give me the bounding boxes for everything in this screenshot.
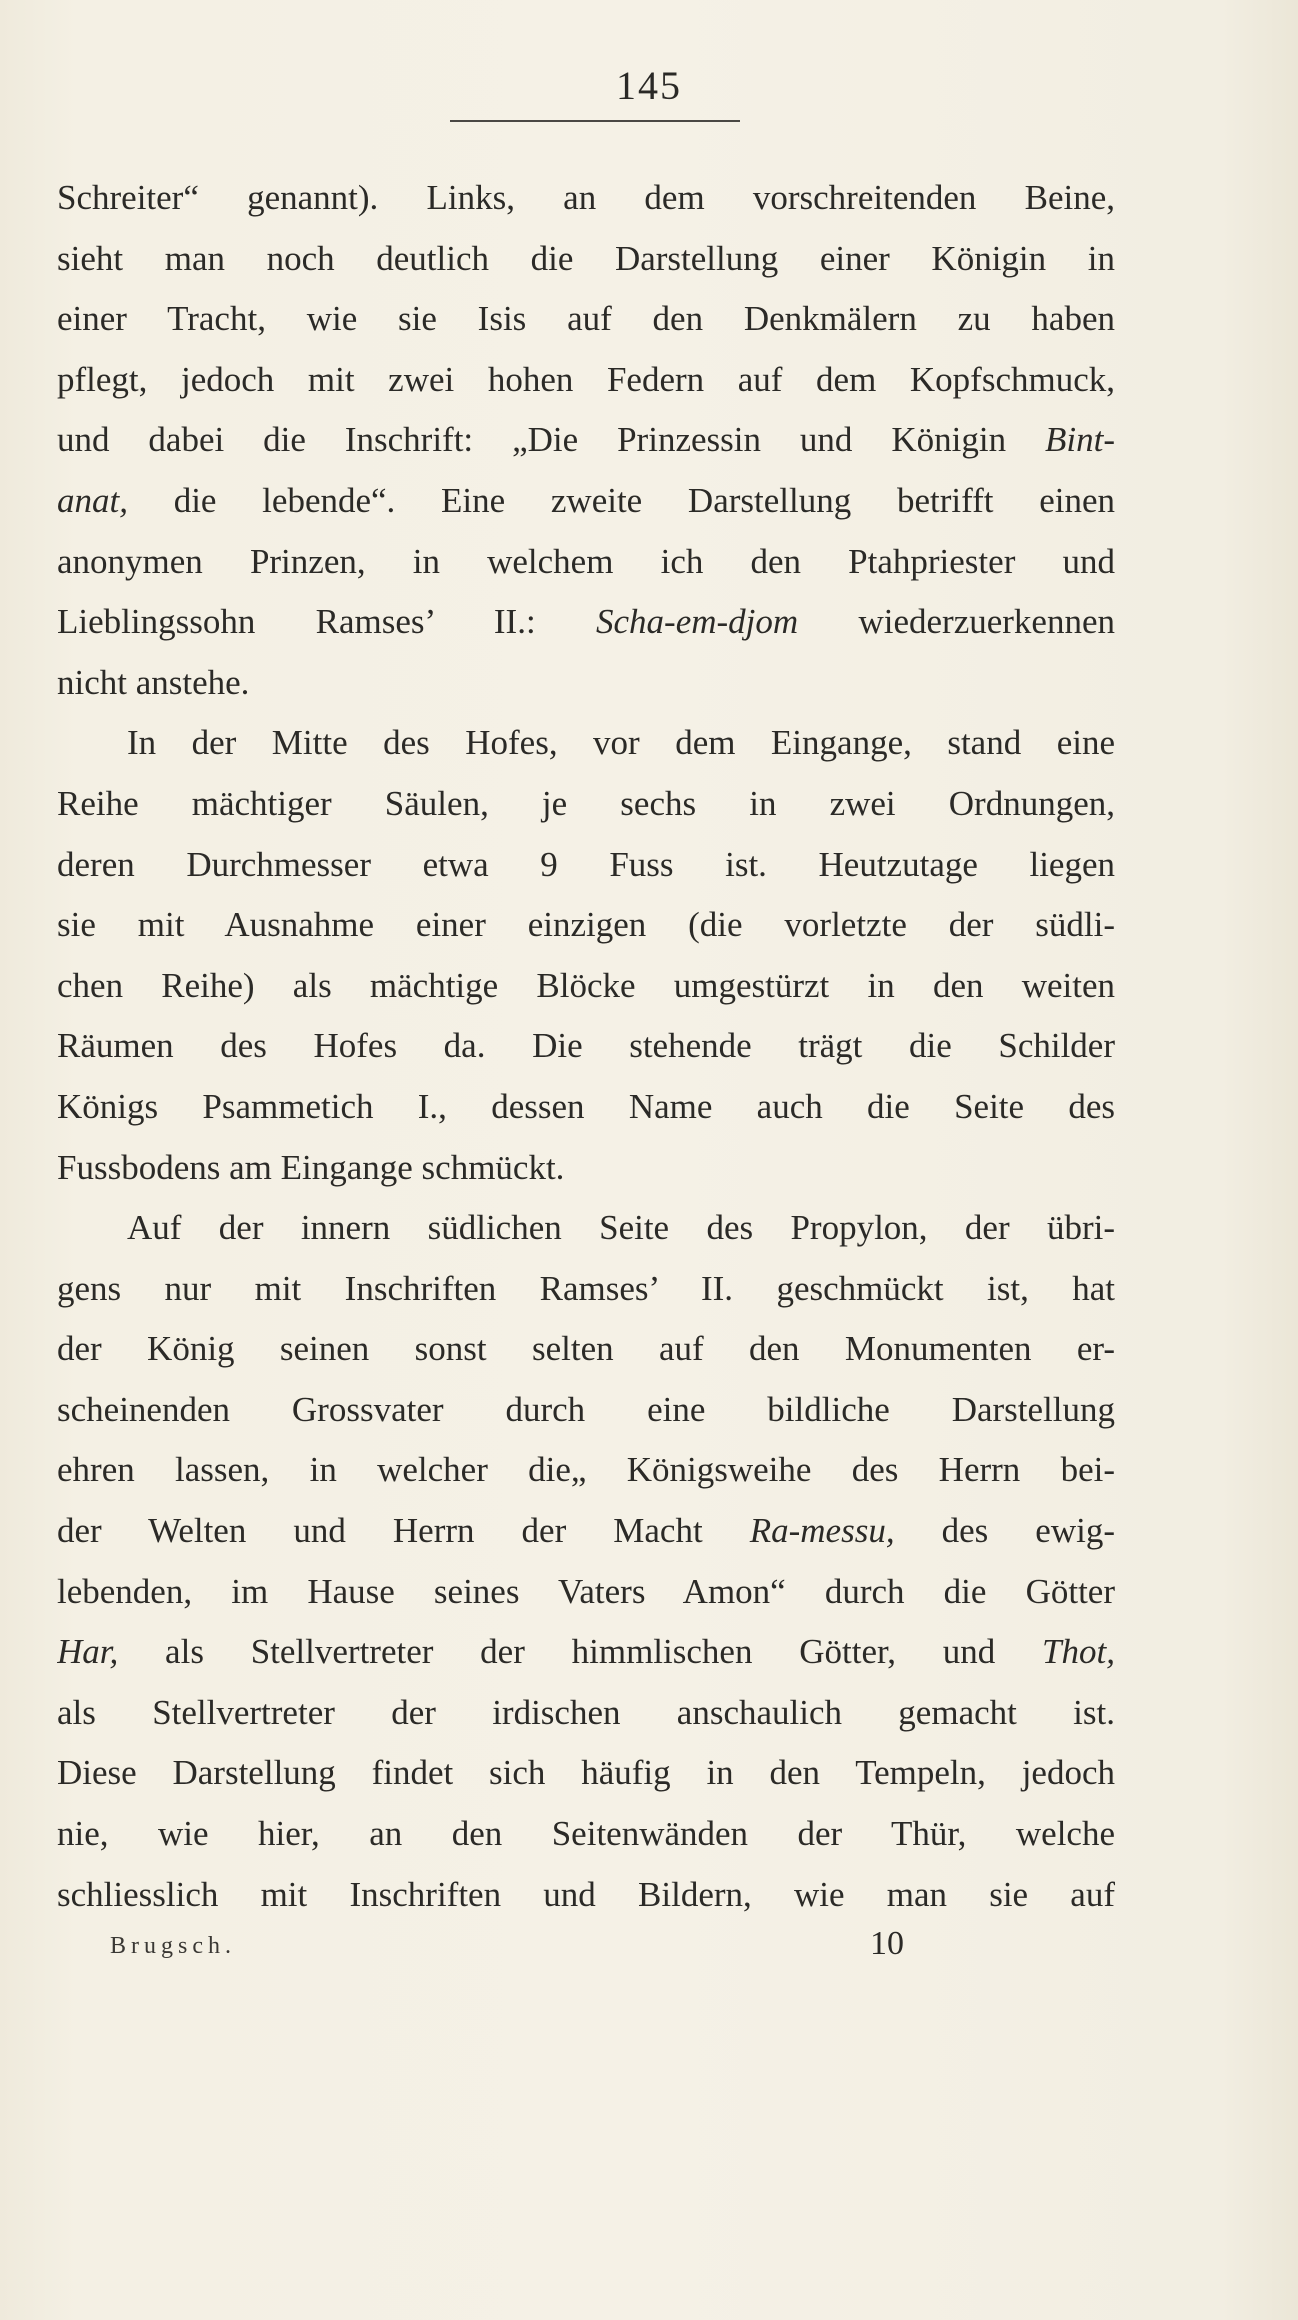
text-line (57, 1562, 1115, 1623)
italic-segment: Ra-messu, (749, 1511, 895, 1551)
header-rule (450, 120, 740, 122)
text-segment: als Stellvertreter der irdischen anschaulich gemacht ist. (57, 1692, 1115, 1732)
text-segment: als Stellvertreter der himmlischen Götter, und (118, 1632, 1043, 1672)
text-line (57, 1198, 1115, 1259)
text-segment: sieht man noch deutlich die Darstellung einer Königin in (57, 238, 1115, 278)
text-line (57, 168, 1115, 229)
italic-segment: Har, (57, 1632, 119, 1672)
text-segment: der Welten und Herrn der Macht (57, 1511, 750, 1551)
text-line (57, 350, 1115, 411)
text-line (57, 471, 1115, 532)
text-line (57, 1077, 1115, 1138)
page-number: 145 (616, 63, 682, 108)
text-segment: lebenden, im Hause seines Vaters Amon“ durch die Götter (57, 1571, 1115, 1611)
text-line (57, 1622, 1115, 1683)
text-line (57, 289, 1115, 350)
text-line (57, 774, 1115, 835)
text-segment: Königs Psammetich I., dessen Name auch die Seite des (57, 1086, 1115, 1126)
body-text (57, 168, 1115, 1925)
text-segment: gens nur mit Inschriften Ramses’ II. geschmückt ist, hat (57, 1268, 1115, 1308)
text-segment: ehren lassen, in welcher die„ Königsweihe des Herrn bei- (57, 1450, 1115, 1490)
text-segment: sie mit Ausnahme einer einzigen (die vorletzte der südli- (57, 905, 1115, 945)
italic-segment: Bint- (1045, 420, 1115, 460)
text-line (57, 895, 1115, 956)
text-line (57, 1743, 1115, 1804)
text-segment: scheinenden Grossvater durch eine bildliche Darstellung (57, 1389, 1115, 1429)
text-segment: und dabei die Inschrift: „Die Prinzessin und Königin (57, 420, 1046, 460)
text-line (57, 956, 1115, 1017)
text-segment: Lieblingssohn Ramses’ II.: (57, 602, 596, 642)
text-line (57, 229, 1115, 290)
text-segment: In der Mitte des Hofes, vor dem Eingange, stand eine (127, 723, 1115, 763)
text-line (57, 592, 1115, 653)
italic-segment: Thot, (1042, 1632, 1115, 1672)
signature-mark: Brugsch. (110, 1933, 236, 1959)
text-line (57, 1683, 1115, 1744)
text-segment: pflegt, jedoch mit zwei hohen Federn auf dem Kopfschmuck, (57, 359, 1115, 399)
text-line (57, 410, 1115, 471)
text-line (57, 1865, 1115, 1926)
text-segment: Diese Darstellung findet sich häufig in den Tempeln, jedoch (57, 1753, 1115, 1793)
text-segment: deren Durchmesser etwa 9 Fuss ist. Heutzutage liegen (57, 844, 1115, 884)
text-segment: nicht anstehe. (57, 662, 250, 702)
text-segment: Fussbodens am Eingange schmückt. (57, 1147, 565, 1187)
text-segment: Räumen des Hofes da. Die stehende trägt die Schilder (57, 1026, 1115, 1066)
text-line (57, 653, 1115, 714)
text-segment: Reihe mächtiger Säulen, je sechs in zwei Ordnungen, (57, 783, 1115, 823)
text-line (57, 713, 1115, 774)
text-line (57, 1804, 1115, 1865)
italic-segment: anat, (57, 480, 128, 520)
text-segment: Schreiter“ genannt). Links, an dem vorschreitenden Beine, (57, 178, 1115, 217)
text-segment: nie, wie hier, an den Seitenwänden der Thür, welche (57, 1814, 1115, 1854)
italic-segment: Scha-em-djom (596, 602, 799, 642)
text-segment: des ewig- (894, 1511, 1115, 1551)
text-line (57, 1138, 1115, 1199)
text-segment: chen Reihe) als mächtige Blöcke umgestürzt in den weiten (57, 965, 1115, 1005)
text-line (57, 532, 1115, 593)
text-segment: der König seinen sonst selten auf den Monumenten er- (57, 1329, 1115, 1369)
text-line (57, 1319, 1115, 1380)
text-line (57, 1440, 1115, 1501)
sheet-number: 10 (870, 1925, 904, 1962)
text-segment: die lebende“. Eine zweite Darstellung betrifft einen (127, 480, 1115, 520)
text-segment: anonymen Prinzen, in welchem ich den Ptahpriester und (57, 541, 1115, 581)
text-segment: einer Tracht, wie sie Isis auf den Denkmälern zu haben (57, 299, 1115, 339)
text-line (57, 1016, 1115, 1077)
text-line (57, 1380, 1115, 1441)
text-line (57, 1259, 1115, 1320)
text-line (57, 835, 1115, 896)
page-footer (110, 1925, 910, 1975)
text-segment: schliesslich mit Inschriften und Bildern, wie man sie auf (57, 1874, 1115, 1914)
text-line (57, 1501, 1115, 1562)
text-segment: Auf der innern südlichen Seite des Propylon, der übri- (127, 1208, 1115, 1248)
text-segment: wiederzuerkennen (798, 602, 1115, 642)
